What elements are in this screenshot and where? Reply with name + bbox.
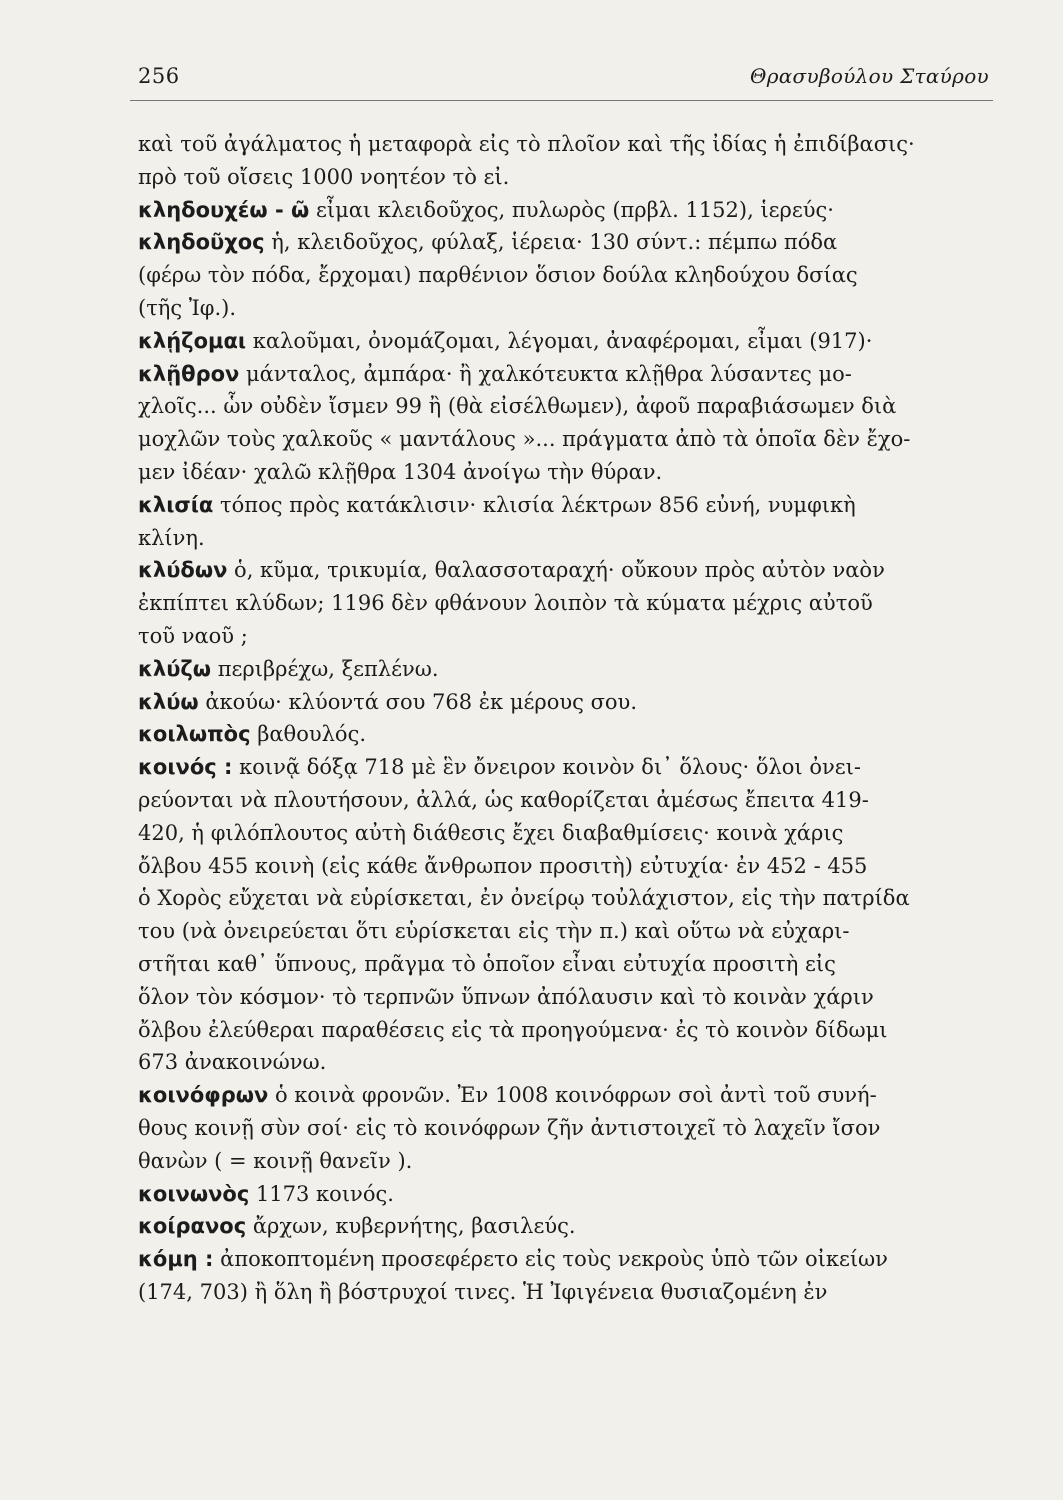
- entry-definition: 1173 κοινός.: [249, 1181, 394, 1206]
- text-line: ἐκπίπτει κλύδων; 1196 δὲν φθάνουν λοιπὸν τὰ κύματα μέχρις αὐτοῦ: [138, 591, 873, 616]
- entry-line: [138, 751, 980, 784]
- header-rule: [130, 100, 993, 101]
- entry-line: [138, 358, 980, 391]
- entry-line: [138, 1079, 980, 1112]
- headword: κλῄζομαι: [138, 328, 247, 353]
- entry-definition: μάνταλος, ἀμπάρα· ἢ χαλκότευκτα κλῇθρα λύσαντες μο-: [239, 361, 852, 386]
- text-line: καὶ τοῦ ἀγάλματος ἡ μεταφορὰ εἰς τὸ πλοῖον καὶ τῆς ἰδίας ἡ ἐπιδίβασις·: [138, 132, 915, 156]
- entry-line: [138, 686, 980, 719]
- headword: κοινωνὸς: [138, 1181, 250, 1206]
- entry-line: [138, 554, 980, 587]
- entry-definition: ἀκούω· κλύοντά σου 768 ἐκ μέρους σου.: [198, 689, 637, 714]
- headword: κλύζω: [138, 656, 212, 681]
- text-line: ὄλβου 455 κοινὴ (εἰς κάθε ἄνθρωπον προσιτὴ) εὐτυχία· ἐν 452 - 455: [138, 853, 868, 878]
- entry-definition: ἄρχων, κυβερνήτης, βασιλεύς.: [246, 1214, 576, 1239]
- entry-definition: ἀποκοπτομένη προσεφέρετο εἰς τοὺς νεκροὺς ὑπὸ τῶν οἰκείων: [213, 1247, 888, 1272]
- headword: κλύω: [138, 689, 199, 714]
- text-line: μεν ἰδέαν· χαλῶ κλῇθρα 1304 ἀνοίγω τὴν θύραν.: [138, 459, 663, 484]
- entry-line: [138, 1210, 980, 1243]
- running-head: Θρασυβούλου Σταύρου: [750, 64, 989, 88]
- headword: κοιλωπὸς: [138, 722, 251, 747]
- entry-line: [138, 653, 980, 686]
- entry-definition: καλοῦμαι, ὀνομάζομαι, λέγομαι, ἀναφέρομαι, εἶμαι (917)·: [246, 328, 873, 353]
- entry-line: [138, 226, 980, 259]
- entry-definition: ἡ, κλειδοῦχος, φύλαξ, ἱέρεια· 130 σύντ.: πέμπω πόδα: [264, 230, 838, 255]
- entry-definition: κοινᾷ δόξᾳ 718 μὲ ἓν ὄνειρον κοινὸν δι᾿ ὅλους· ὅλοι ὀνει-: [232, 755, 861, 780]
- text-line: στῆται καθ᾿ ὕπνους, πρᾶγμα τὸ ὁποῖον εἶναι εὐτυχία προσιτὴ εἰς: [138, 951, 836, 976]
- text-line: (τῆς Ἰφ.).: [138, 295, 237, 320]
- text-line: θανὼν ( = κοινῇ θανεῖν ).: [138, 1148, 413, 1173]
- text-line: 673 ἀνακοινώνω.: [138, 1050, 327, 1075]
- text-line: (φέρω τὸν πόδα, ἔρχομαι) παρθένιον ὅσιον δούλα κληδούχου δσίας: [138, 263, 858, 288]
- text-line: πρὸ τοῦ οἴσεις 1000 νοητέον τὸ εἰ.: [138, 164, 510, 189]
- text-line: του (νὰ ὀνειρεύεται ὅτι εὑρίσκεται εἰς τὴν π.) καὶ οὕτω νὰ εὐχαρι-: [138, 919, 850, 944]
- text-line: ὄλβου ἐλεύθεραι παραθέσεις εἰς τὰ προηγούμενα· ἐς τὸ κοινὸν δίδωμι: [138, 1017, 888, 1042]
- entry-line: [138, 194, 980, 227]
- entry-definition: περιβρέχω, ξεπλένω.: [211, 656, 439, 681]
- entry-definition: τόπος πρὸς κατάκλισιν· κλισία λέκτρων 856 εὐνή, νυμφικὴ: [213, 492, 856, 517]
- headword: κοίρανος: [138, 1214, 247, 1239]
- entry-definition: βαθουλός.: [250, 722, 367, 747]
- text-line: θους κοινῇ σὺν σοί· εἰς τὸ κοινόφρων ζῆν ἀντιστοιχεῖ τὸ λαχεῖν ἴσον: [138, 1115, 881, 1140]
- entry-definition: εἶμαι κλειδοῦχος, πυλωρὸς (πρβλ. 1152), ἱερεύς·: [309, 197, 834, 222]
- headword: κλύδων: [138, 558, 228, 583]
- entry-line: [138, 1178, 980, 1211]
- text-line: τοῦ ναοῦ ;: [138, 623, 248, 648]
- entry-line: [138, 325, 980, 358]
- text-line: ὁ Χορὸς εὔχεται νὰ εὑρίσκεται, ἐν ὀνείρῳ τοὐλάχιστον, εἰς τὴν πατρίδα: [138, 886, 910, 911]
- page-number: 256: [138, 64, 180, 88]
- text-line: 420, ἡ φιλόπλουτος αὐτὴ διάθεσις ἔχει διαβαθμίσεις· κοινὰ χάρις: [138, 820, 844, 845]
- dictionary-body: [138, 128, 980, 1309]
- entry-line: [138, 718, 980, 751]
- headword: κλισία: [138, 492, 214, 517]
- text-line: κλίνη.: [138, 525, 205, 550]
- entry-definition: ὁ κοινὰ φρονῶν. Ἐν 1008 κοινόφρων σοὶ ἀντὶ τοῦ συνή-: [268, 1083, 877, 1108]
- headword: κόμη :: [138, 1247, 214, 1272]
- text-line: μοχλῶν τοὺς χαλκοῦς « μαντάλους »... πράγματα ἀπὸ τὰ ὁποῖα δὲν ἔχο-: [138, 427, 911, 452]
- headword: κοινός :: [138, 755, 233, 780]
- headword: κλῇθρον: [138, 361, 240, 386]
- headword: κοινόφρων: [138, 1083, 269, 1108]
- headword: κληδουχέω - ῶ: [138, 197, 310, 222]
- text-line: ρεύονται νὰ πλουτήσουν, ἀλλά, ὡς καθορίζεται ἀμέσως ἔπειτα 419-: [138, 787, 869, 812]
- entry-definition: ὁ, κῦμα, τρικυμία, θαλασσοταραχή· οὔκουν πρὸς αὐτὸν ναὸν: [227, 558, 885, 583]
- text-line: χλοῖς... ὧν οὐδὲν ἴσμεν 99 ἢ (θὰ εἰσέλθωμεν), ἀφοῦ παραβιάσωμεν διὰ: [138, 394, 897, 419]
- entry-line: [138, 489, 980, 522]
- text-line: (174, 703) ἢ ὅλη ἢ βόστρυχοί τινες. Ἡ Ἰφιγένεια θυσιαζομένη ἐν: [138, 1279, 828, 1304]
- entry-line: [138, 1243, 980, 1276]
- text-line: ὅλον τὸν κόσμον· τὸ τερπνῶν ὕπνων ἀπόλαυσιν καὶ τὸ κοινὰν χάριν: [138, 984, 874, 1009]
- headword: κληδοῦχος: [138, 230, 265, 255]
